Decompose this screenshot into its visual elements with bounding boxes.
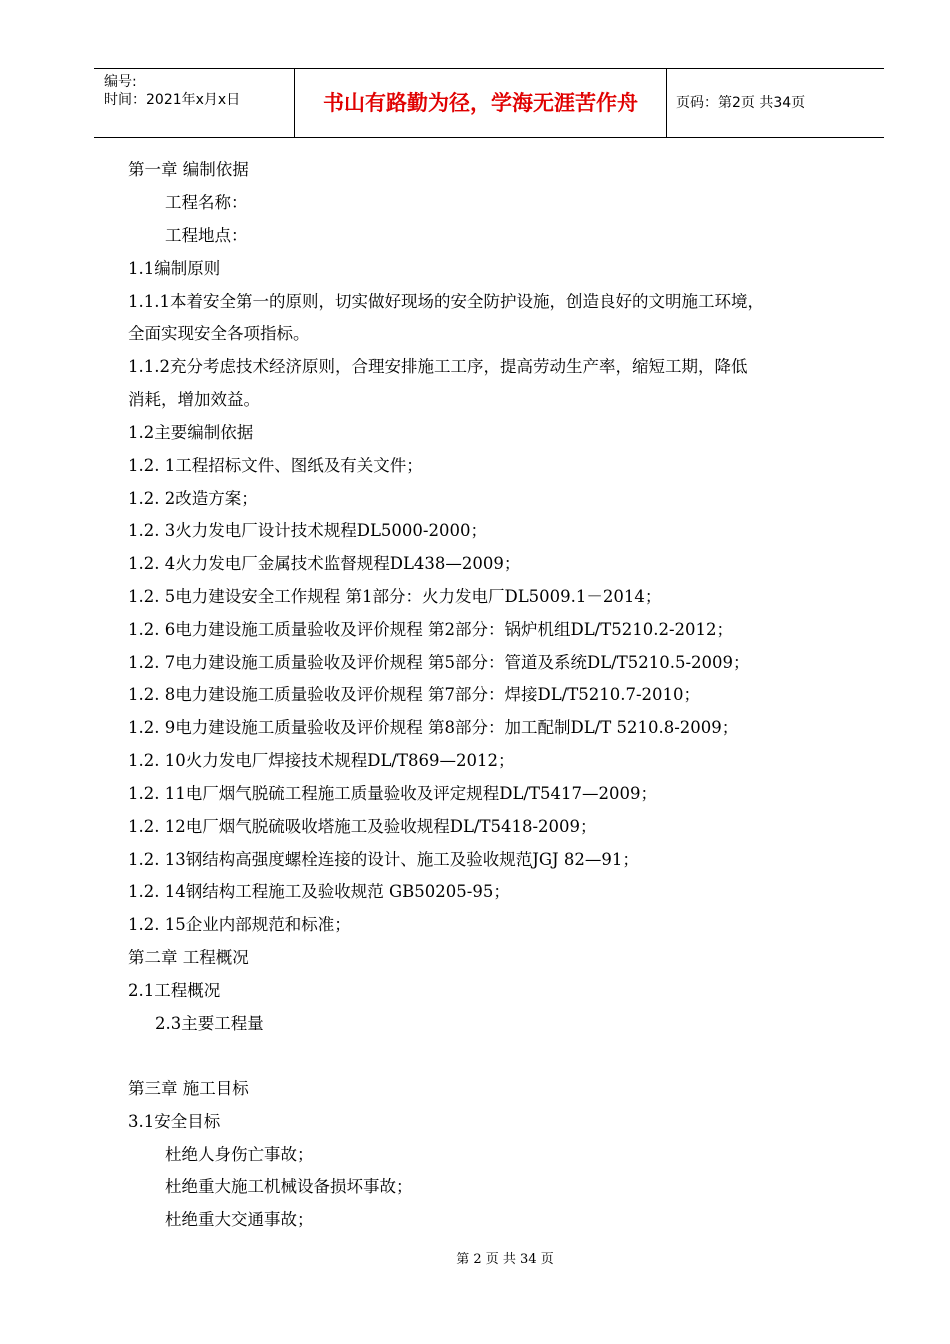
body-line: 杜绝人身伤亡事故； <box>165 1145 314 1164</box>
body-line: 1.1.1本着安全第一的原则，切实做好现场的安全防护设施，创造良好的文明施工环境， <box>128 292 764 311</box>
list-item: 1.2. 7电力建设施工质量验收及评价规程 第5部分：管道及系统DL/T5210.5-2009； <box>128 653 750 672</box>
list-item: 1.2. 4火力发电厂金属技术监督规程DL438—2009； <box>128 554 521 573</box>
list-item: 1.2. 5电力建设安全工作规程 第1部分：火力发电厂DL5009.1－2014； <box>128 587 662 606</box>
footer-page-number: 第 2 页 共 34 页 <box>456 1252 554 1267</box>
chapter-heading: 第三章 施工目标 <box>128 1079 249 1098</box>
list-item: 1.2. 8电力建设施工质量验收及评价规程 第7部分：焊接DL/T5210.7-2010； <box>128 685 701 704</box>
header-motto: 书山有路勤为径，学海无涯苦作舟 <box>323 91 638 115</box>
time-label: 时间：2021年x月x日 <box>104 92 241 108</box>
section-heading: 1.2主要编制依据 <box>128 423 254 442</box>
section-heading: 1.1编制原则 <box>128 259 221 278</box>
list-item: 1.2. 13钢结构高强度螺栓连接的设计、施工及验收规范JGJ 82—91； <box>128 850 639 869</box>
list-item: 1.2. 6电力建设施工质量验收及评价规程 第2部分：锅炉机组DL/T5210.2-2012； <box>128 620 734 639</box>
header-meta <box>104 73 240 109</box>
section-heading: 2.1工程概况 <box>128 981 221 1000</box>
list-item: 1.2. 15企业内部规范和标准； <box>128 915 351 934</box>
list-item: 1.2. 11电厂烟气脱硫工程施工质量验收及评定规程DL/T5417—2009； <box>128 784 657 803</box>
body-line: 1.1.2充分考虑技术经济原则，合理安排施工工序，提高劳动生产率，缩短工期，降低 <box>128 357 748 376</box>
list-item: 1.2. 12电厂烟气脱硫吸收塔施工及验收规程DL/T5418-2009； <box>128 817 597 836</box>
body-line: 工程名称： <box>165 193 248 212</box>
body-line: 杜绝重大施工机械设备损坏事故； <box>165 1177 413 1196</box>
body-line: 工程地点： <box>165 226 248 245</box>
list-item: 1.2. 14钢结构工程施工及验收规范 GB50205-95； <box>128 882 510 901</box>
chapter-heading: 第二章 工程概况 <box>128 948 249 967</box>
list-item: 1.2. 3火力发电厂设计技术规程DL5000-2000； <box>128 521 487 540</box>
chapter-heading: 第一章 编制依据 <box>128 160 249 179</box>
page-header <box>94 68 884 138</box>
section-heading: 3.1安全目标 <box>128 1112 221 1131</box>
section-heading: 2.3主要工程量 <box>155 1014 264 1033</box>
list-item: 1.2. 1工程招标文件、图纸及有关文件； <box>128 456 423 475</box>
code-label: 编号: <box>104 74 137 90</box>
page-footer <box>0 1248 950 1267</box>
body-line: 全面实现安全各项指标。 <box>128 324 310 343</box>
body-line: 消耗，增加效益。 <box>128 390 260 409</box>
list-item: 1.2. 10火力发电厂焊接技术规程DL/T869—2012； <box>128 751 515 770</box>
list-item: 1.2. 9电力建设施工质量验收及评价规程 第8部分：加工配制DL/T 5210.8-2009； <box>128 718 739 737</box>
list-item: 1.2. 2改造方案； <box>128 489 258 508</box>
body-line: 杜绝重大交通事故； <box>165 1210 314 1229</box>
header-page-info: 页码：第2页 共34页 <box>676 95 806 111</box>
header-divider <box>666 69 667 137</box>
